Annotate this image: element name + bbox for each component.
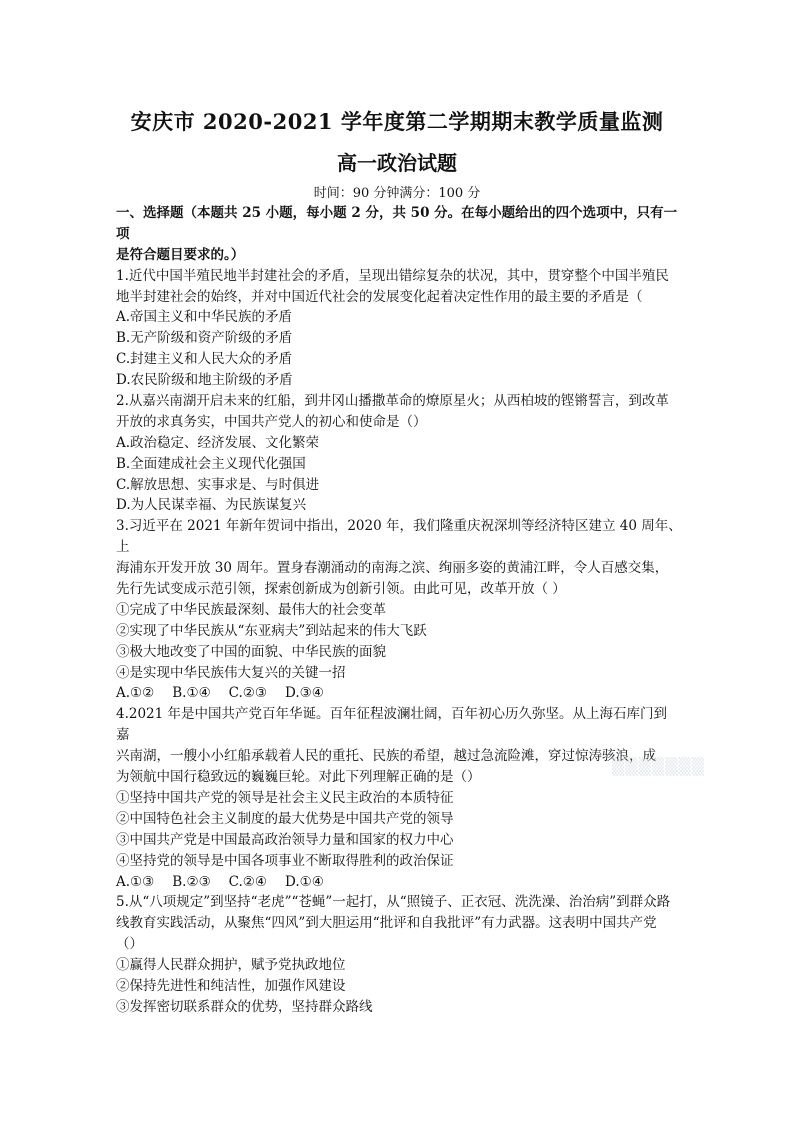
- question-4-stem: 为领航中国行稳致远的巍巍巨轮。对此下列理解正确的是（）: [116, 769, 481, 786]
- question-4-stem: 嘉: [116, 727, 130, 744]
- section-heading: 一、选择题（本题共 25 小题，每小题 2 分，共 50 分。在每小题给出的四个选项中，只有一: [116, 205, 678, 221]
- question-1-option-b: B.无产阶级和资产阶级的矛盾: [116, 330, 293, 347]
- question-3-stem: 先行先试变成示范引领，探索创新成为创新引领。由此可见，改革开放（ ）: [116, 581, 566, 598]
- question-4-statement: ①坚持中国共产党的领导是社会主义民主政治的本质特征: [116, 789, 454, 806]
- question-3-stem: 上: [116, 539, 130, 556]
- question-4-statement: ④坚持党的领导是中国各项事业不断取得胜利的政治保证: [116, 852, 454, 869]
- exam-meta: 时间：90 分钟满分：100 分: [313, 186, 481, 201]
- question-3-choice-a: A.①②: [116, 685, 155, 702]
- question-3-choice-c: C.②③: [228, 685, 268, 702]
- question-4-choice-d: D.①④: [285, 873, 324, 890]
- question-1-stem: 地半封建社会的始终，并对中国近代社会的发展变化起着决定性作用的最主要的矛盾是（: [116, 288, 643, 305]
- faint-watermark: ▒▒▒▒▒▒▒: [612, 757, 706, 776]
- question-3-stem: 海浦东开发开放 30 周年。置身春潮涌动的南海之滨、绚丽多姿的黄浦江畔，令人百感交集，: [116, 560, 669, 577]
- question-3-statement: ③极大地改变了中国的面貌、中华民族的面貌: [116, 643, 386, 660]
- question-5-statement: ①赢得人民群众拥护，赋予党执政地位: [116, 957, 346, 974]
- question-4-choice-b: B.②③: [172, 873, 211, 890]
- question-1-option-c: C.封建主义和人民大众的矛盾: [116, 351, 293, 368]
- question-3-statement: ②实现了中华民族从“东亚病夫”到站起来的伟大飞跃: [116, 622, 427, 639]
- question-4-choices: [116, 872, 688, 893]
- question-1-option-d: D.农民阶级和地主阶级的矛盾: [116, 372, 293, 389]
- question-3-choice-b: B.①④: [172, 685, 211, 702]
- question-4-stem: 4.2021 年是中国共产党百年华诞。百年征程波澜壮阔，百年初心历久弥坚。从上海石库门到: [116, 706, 668, 723]
- question-2-option-b: B.全面建成社会主义现代化强国: [116, 455, 306, 472]
- question-4-statement: ②中国特色社会主义制度的最大优势是中国共产党的领导: [116, 810, 454, 827]
- question-1-stem: 1.近代中国半殖民地半封建社会的矛盾，呈现出错综复杂的状况，其中，贯穿整个中国半殖民: [116, 267, 669, 284]
- question-5-stem: （）: [116, 936, 143, 953]
- question-2-option-a: A.政治稳定、经济发展、文化繁荣: [116, 434, 320, 451]
- question-4-choice-c: C.②④: [228, 873, 268, 890]
- question-3-statement: ①完成了中华民族最深刻、最伟大的社会变革: [116, 601, 386, 618]
- question-4-choice-a: A.①③: [116, 873, 155, 890]
- question-4-statement: ③中国共产党是中国最高政治领导力量和国家的权力中心: [116, 831, 454, 848]
- exam-body: [116, 203, 688, 1018]
- question-5-statement: ③发挥密切联系群众的优势，坚持群众路线: [116, 998, 373, 1015]
- question-3-statement: ④是实现中华民族伟大复兴的关键一招: [116, 664, 346, 681]
- question-2-option-d: D.为人民谋幸福、为民族谋复兴: [116, 497, 307, 514]
- question-2-stem: 2.从嘉兴南湖开启未来的红船，到井冈山播撒革命的燎原星火；从西柏坡的铿锵誓言，到改革: [116, 393, 669, 410]
- question-2-stem: 开放的求真务实，中国共产党人的初心和使命是（）: [116, 413, 427, 430]
- exam-title: 安庆市 2020-2021 学年度第二学期期末教学质量监测: [130, 109, 664, 134]
- question-3-choice-d: D.③④: [285, 685, 324, 702]
- question-2-option-c: C.解放思想、实事求是、与时俱进: [116, 476, 320, 493]
- exam-subtitle: 高一政治试题: [337, 151, 457, 175]
- question-5-stem: 5.从“八项规定”到坚持“老虎”“苍蝇”一起打，从“照镜子、正衣冠、洗洗澡、治治病”到群众路: [116, 894, 671, 911]
- question-5-statement: ②保持先进性和纯洁性，加强作风建设: [116, 977, 346, 994]
- question-3-choices: [116, 683, 688, 704]
- question-1-option-a: A.帝国主义和中华民族的矛盾: [116, 309, 293, 326]
- section-heading: 项: [116, 225, 130, 242]
- section-heading: 是符合题目要求的。）: [116, 246, 245, 263]
- question-3-stem: 3.习近平在 2021 年新年贺词中指出，2020 年，我们隆重庆祝深圳等经济特区建立 40 周年、: [116, 518, 682, 535]
- question-5-stem: 线教育实践活动，从聚焦“四风”到大胆运用“批评和自我批评”有力武器。这表明中国共产党: [116, 915, 657, 932]
- question-4-stem: 兴南湖，一艘小小红船承载着人民的重托、民族的希望，越过急流险滩，穿过惊涛骇浪，成: [116, 748, 656, 765]
